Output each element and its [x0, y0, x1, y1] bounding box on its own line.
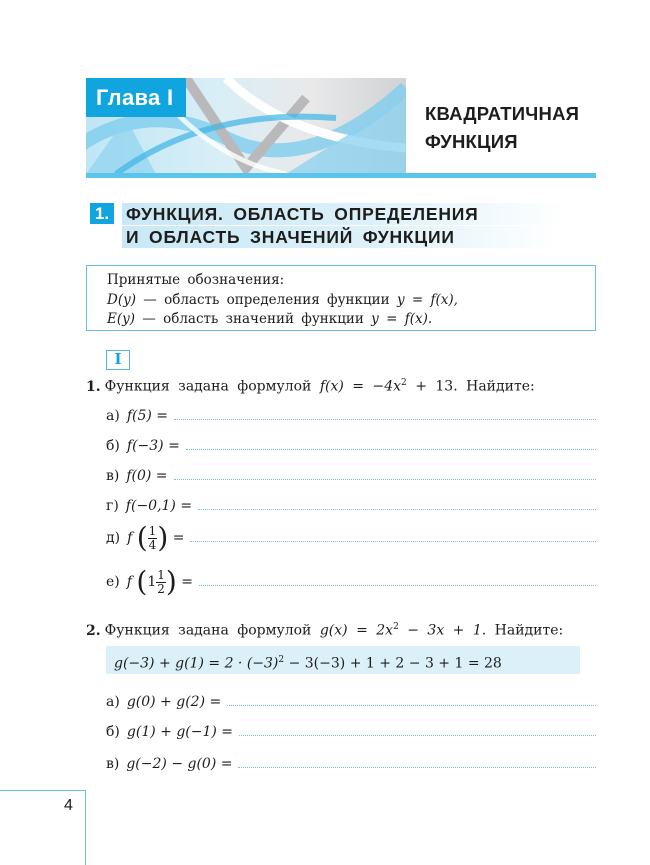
- task1-number: 1.: [86, 378, 101, 395]
- fraction-denominator: 4: [148, 537, 157, 552]
- section-number: 1.: [90, 203, 114, 224]
- task2-item-b: [106, 718, 596, 740]
- chapter-badge: Глава I: [86, 78, 186, 117]
- task1-formula-exponent: 2: [401, 378, 407, 388]
- domain-symbol: D(y): [107, 291, 136, 308]
- answer-field-1a[interactable]: [174, 419, 596, 420]
- item-expression: f(−0,1) =: [125, 498, 193, 514]
- paren-open: (: [136, 521, 148, 554]
- task1-statement: [86, 378, 535, 395]
- item-expression: g(0) + g(2) =: [126, 694, 222, 710]
- task1-text: Функция задана формулой: [104, 378, 320, 395]
- section-title-line1: ФУНКЦИЯ. ОБЛАСТЬ ОПРЕДЕЛЕНИЯ: [122, 203, 566, 225]
- item-label: б): [106, 438, 120, 454]
- answer-field-1b[interactable]: [186, 449, 596, 450]
- task1-formula: f(x) = −4x: [319, 378, 402, 395]
- task2-formula: g(x) = 2x: [319, 622, 394, 639]
- answer-field-1g[interactable]: [198, 509, 596, 510]
- task1-formula-tail: + 13.: [406, 378, 458, 395]
- chapter-title-line1: КВАДРАТИЧНАЯ: [425, 103, 580, 124]
- equals-sign: =: [181, 574, 194, 590]
- paren-close: ): [165, 565, 177, 598]
- task1-ask: Найдите:: [457, 378, 535, 395]
- fraction-numerator: 1: [148, 523, 157, 538]
- item-label: б): [106, 724, 120, 740]
- answer-field-1v[interactable]: [174, 479, 596, 480]
- item-label: г): [106, 498, 119, 514]
- item-expression: g(−2) − g(0) =: [126, 756, 233, 772]
- paren-open: (: [136, 565, 148, 598]
- chapter-title-line2: ФУНКЦИЯ: [425, 131, 518, 152]
- task1-item-v: [106, 462, 596, 484]
- chapter-title: [425, 100, 605, 156]
- answer-field-1e[interactable]: [199, 585, 596, 586]
- item-label: а): [106, 408, 120, 424]
- answer-field-2b[interactable]: [239, 735, 596, 736]
- task2-ask: Найдите:: [486, 622, 564, 639]
- task2-formula-tail: − 3x + 1.: [398, 622, 487, 639]
- chapter-divider: [86, 173, 596, 178]
- notation-range: [107, 310, 595, 330]
- item-label: в): [106, 756, 120, 772]
- example-lhs: g(−3) + g(1) = 2 · (−3): [114, 655, 279, 672]
- function-name: f: [126, 574, 132, 590]
- answer-field-2a[interactable]: [227, 705, 596, 706]
- fraction-numerator: 1: [157, 567, 165, 582]
- item-label: в): [106, 468, 120, 484]
- notation-domain: [107, 291, 595, 311]
- range-formula: y = f(x).: [371, 311, 433, 327]
- task2-formula-exponent: 2: [393, 622, 399, 632]
- item-label: а): [106, 694, 120, 710]
- mixed-whole: 1: [147, 574, 157, 590]
- equals-sign: =: [172, 530, 185, 546]
- task1-item-b: [106, 432, 596, 454]
- paren-close: ): [157, 521, 169, 554]
- task1-item-g: [106, 492, 596, 514]
- fraction-denominator: 2: [157, 581, 165, 596]
- page-number: 4: [64, 797, 73, 814]
- item-expression: g(1) + g(−1) =: [126, 724, 234, 740]
- notation-heading: Принятые обозначения:: [107, 272, 285, 288]
- item-expression: f(5) =: [126, 408, 169, 424]
- task2-statement: [86, 622, 563, 639]
- task2-item-v: [106, 750, 596, 772]
- example-exponent: 2: [278, 655, 285, 665]
- range-text: — область значений функции: [135, 311, 372, 327]
- item-expression: f(0) =: [126, 468, 168, 484]
- item-label: е): [106, 574, 120, 590]
- function-name: f: [127, 530, 133, 546]
- task2-text: Функция задана формулой: [104, 622, 320, 639]
- page-corner-frame: [0, 790, 86, 865]
- answer-field-1d[interactable]: [190, 541, 596, 542]
- item-expression: [126, 565, 194, 598]
- task1-item-e: [106, 562, 596, 602]
- worked-example-box: [106, 646, 580, 674]
- example-rhs: − 3(−3) + 1 + 2 − 3 + 1 = 28: [284, 655, 502, 672]
- notation-box: [86, 265, 596, 331]
- item-expression: f(−3) =: [126, 438, 180, 454]
- task2-number: 2.: [86, 622, 101, 639]
- fraction: [156, 569, 166, 596]
- domain-formula: y = f(x),: [396, 291, 458, 308]
- answer-field-2v[interactable]: [238, 767, 596, 768]
- task1-item-d: [106, 518, 596, 558]
- task2-item-a: [106, 688, 596, 710]
- section-title-line2: И ОБЛАСТЬ ЗНАЧЕНИЙ ФУНКЦИИ: [122, 226, 556, 248]
- task1-item-a: [106, 402, 596, 424]
- domain-text: — область определения функции: [135, 291, 397, 308]
- item-label: д): [106, 530, 121, 546]
- fraction: [148, 525, 158, 552]
- difficulty-level-badge: I: [106, 350, 130, 370]
- range-symbol: E(y): [107, 311, 136, 327]
- item-expression: [127, 521, 185, 554]
